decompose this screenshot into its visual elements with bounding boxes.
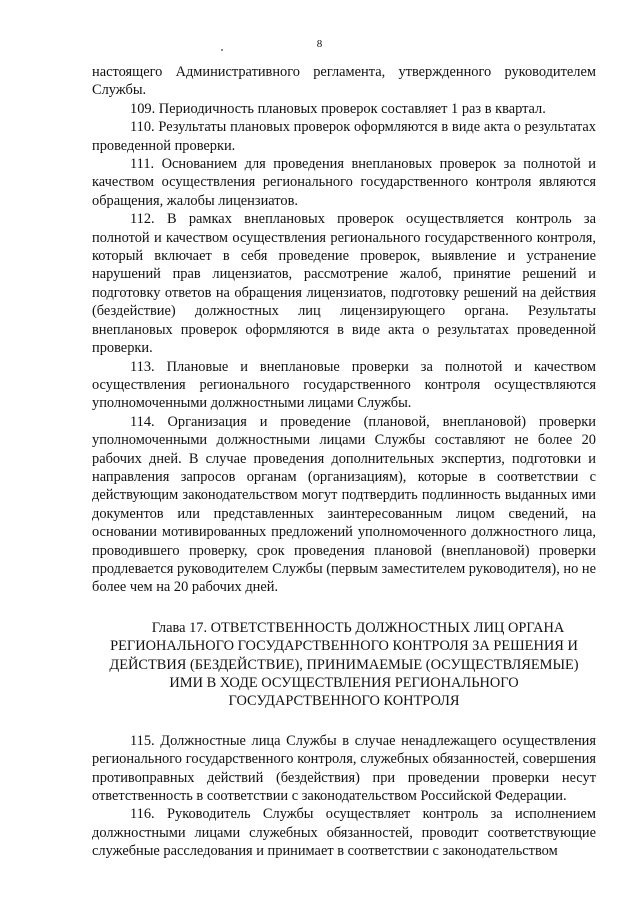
chapter-title: Глава 17. ОТВЕТСТВЕННОСТЬ ДОЛЖНОСТНЫХ ЛИЦ ОРГАНА РЕГИОНАЛЬНОГО ГОСУДАРСТВЕННОГО КОНТРОЛЯ ЗА РЕШЕНИЯ И ДЕЙСТВИЯ (БЕЗДЕЙСТВИЕ), ПРИНИМАЕМЫЕ (ОСУЩЕСТВЛЯЕМЫЕ) ИМИ В ХОДЕ ОСУЩЕСТВЛЕНИЯ РЕГИОНАЛЬНОГО ГОСУДАРСТВЕННОГО КОНТРОЛЯ	[109, 619, 579, 710]
paragraph-116: 116. Руководитель Службы осуществляет контроль за исполнением должностными лицами служебных обязанностей, проводит соответствующие служебные расследования и принимает в соответствии с законодательством	[92, 806, 596, 860]
paragraph-110: 110. Результаты плановых проверок оформляются в виде акта о результатах проведенной проверки.	[92, 119, 596, 154]
page-number: 8	[316, 38, 323, 50]
paragraph-115: 115. Должностные лица Службы в случае ненадлежащего осуществления регионального государственного контроля, служебных обязанностей, совершения противоправных действий (бездействия) при проведении проверки несут ответственность в соответствии с законодательством Российской Федерации.	[92, 732, 596, 805]
paragraph-111: 111. Основанием для проведения внеплановых проверок за полнотой и качеством осуществления регионального государственного контроля являются обращения, жалобы лицензиатов.	[92, 156, 596, 209]
paragraph-112: 112. В рамках внеплановых проверок осуществляется контроль за полнотой и качеством осуществления регионального государственного контроля, который включает в себя проведение проверок, выявление и устранение нарушений прав лицензиатов, рассмотрение жалоб, принятие решений и подготовку ответов на обращения лицензиатов, подготовку решений на действия (бездействие) должностных лиц лицензирующего органа. Результаты внеплановых проверок оформляются в виде акта о результатах проведенной проверки.	[92, 211, 596, 357]
document-body	[92, 63, 596, 861]
chapter-heading	[92, 619, 596, 711]
scan-speck	[221, 49, 223, 51]
paragraph-109: 109. Периодичность плановых проверок составляет 1 раз в квартал.	[130, 100, 546, 117]
paragraph-113: 113. Плановые и внеплановые проверки за полнотой и качеством осуществления регионального государственного контроля осуществляются уполномоченными должностными лицами Службы.	[92, 358, 596, 412]
paragraph-114: 114. Организация и проведение (плановой, внеплановой) проверки уполномоченными должностными лицами Службы составляют не более 20 рабочих дней. В случае проведения дополнительных экспертиз, подготовки и направления запросов органам (организациям), которые в соответствии с действующим законодательством могут подтвердить подлинность выданных ими документов или представленных заинтересованным лицом сведений, на основании мотивированных предложений уполномоченного должностного лица, проводившего проверку, срок проведения плановой (внеплановой) проверки продлевается руководителем Службы (первым заместителем руководителя), но не более чем на 20 рабочих дней.	[92, 413, 596, 596]
paragraph-continuation: настоящего Административного регламента, утвержденного руководителем Службы.	[92, 64, 596, 99]
